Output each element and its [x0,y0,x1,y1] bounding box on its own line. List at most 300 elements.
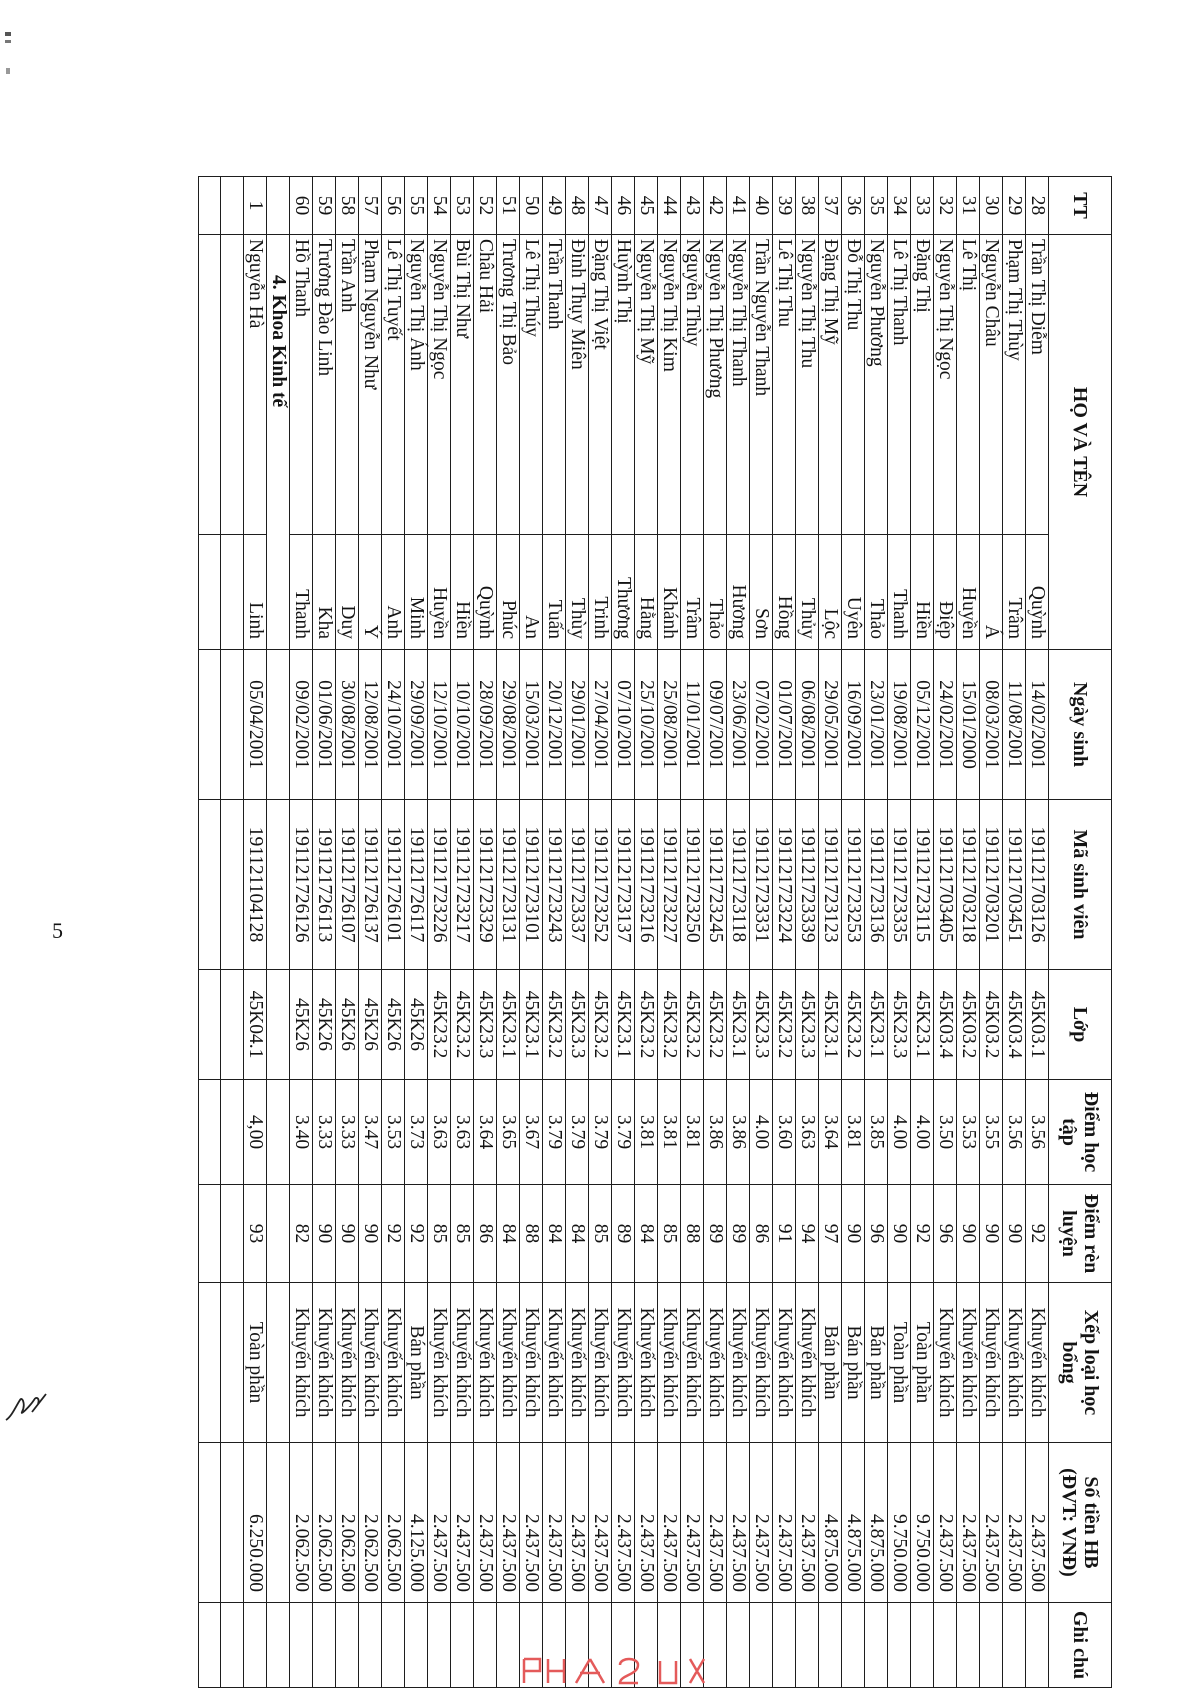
margin-binding-mark [4,30,14,80]
cell-empty [199,1603,222,1688]
cell-conduct: 85 [451,1185,474,1283]
cell-gpa: 3.33 [313,1080,336,1185]
cell-student-id: 191121723253 [842,800,865,970]
cell-amount: 4.875.000 [819,1443,842,1603]
cell-first-name: Hiền [911,535,934,650]
cell-tt [267,177,290,235]
cell-dob: 09/02/2001 [290,650,313,800]
cell-gpa: 3.81 [681,1080,704,1185]
cell-class: 45K03.2 [957,970,980,1080]
cell-class: 45K26 [313,970,336,1080]
cell-class: 45K23.3 [750,970,773,1080]
cell-rank: Khuyến khích [336,1283,359,1443]
cell-dob: 16/09/2001 [842,650,865,800]
cell-gpa: 3.55 [980,1080,1003,1185]
cell-class: 45K03.4 [934,970,957,1080]
cell-student-id: 191121723337 [566,800,589,970]
cell-empty [221,535,244,650]
cell-class: 45K26 [359,970,382,1080]
cell-empty [221,177,244,235]
table-row [911,177,934,1688]
cell-first-name: Quỳnh [1026,535,1049,650]
cell-dob: 11/08/2001 [1003,650,1026,800]
cell-student-id: 191121723217 [451,800,474,970]
cell-amount: 9.750.000 [911,1443,934,1603]
cell-rank: Khuyến khích [658,1283,681,1443]
cell-gpa: 3.86 [727,1080,750,1185]
cell-conduct: 90 [1003,1185,1026,1283]
cell-note [428,1603,451,1688]
cell-first-name: Thanh [290,535,313,650]
cell-last-name: Phạm Thị Thùy [1003,235,1026,535]
cell-empty [221,800,244,970]
cell-conduct: 90 [313,1185,336,1283]
cell-class: 45K26 [405,970,428,1080]
cell-last-name: Trương Đào Linh [313,235,336,535]
cell-class: 45K26 [382,970,405,1080]
cell-first-name: Thùy [566,535,589,650]
cell-tt: 37 [819,177,842,235]
cell-amount: 2.437.500 [589,1443,612,1603]
cell-dob: 29/08/2001 [497,650,520,800]
cell-note [980,1603,1003,1688]
cell-class: 45K23.2 [773,970,796,1080]
cell-last-name: Đỗ Thị Thu [842,235,865,535]
cell-tt: 49 [543,177,566,235]
cell-note [865,1603,888,1688]
table-body [199,177,1049,1688]
signature-mark [2,1386,50,1426]
cell-note [244,1603,267,1688]
cell-amount: 2.437.500 [497,1443,520,1603]
cell-gpa: 4.00 [750,1080,773,1185]
cell-dob: 14/02/2001 [1026,650,1049,800]
header-gpa: Điểm học tập [1049,1080,1112,1185]
table-row [313,177,336,1688]
cell-first-name: Sơn [750,535,773,650]
table-row [589,177,612,1688]
cell-first-name: Hằng [635,535,658,650]
header-class: Lớp [1049,970,1112,1080]
cell-class: 45K23.3 [566,970,589,1080]
cell-empty [221,650,244,800]
cell-student-id: 191121723331 [750,800,773,970]
cell-note [497,1603,520,1688]
cell-class: 45K03.1 [1026,970,1049,1080]
cell-conduct: 97 [819,1185,842,1283]
cell-conduct: 90 [336,1185,359,1283]
cell-last-name: Lê Thị Thúy [520,235,543,535]
table-row [1026,177,1049,1688]
cell-amount: 2.437.500 [681,1443,704,1603]
cell-tt: 35 [865,177,888,235]
cell-first-name: Minh [405,535,428,650]
cell-dob: 08/03/2001 [980,650,1003,800]
cell-class: 45K23.1 [520,970,543,1080]
blank-row [221,177,244,1688]
cell-amount: 2.437.500 [635,1443,658,1603]
cell-empty [199,1080,222,1185]
cell-gpa: 3.79 [566,1080,589,1185]
cell-tt: 47 [589,177,612,235]
cell-class: 45K23.1 [612,970,635,1080]
cell-first-name: Phúc [497,535,520,650]
table-row [842,177,865,1688]
cell-student-id: 191121723243 [543,800,566,970]
header-amount: Số tiền HB (ĐVT: VNĐ) [1049,1443,1112,1603]
cell-first-name: Anh [382,535,405,650]
cell-gpa: 3.40 [290,1080,313,1185]
cell-empty [221,1443,244,1603]
cell-dob: 24/10/2001 [382,650,405,800]
cell-student-id: 191121703126 [1026,800,1049,970]
cell-rank: Khuyến khích [796,1283,819,1443]
cell-last-name: Trần Nguyễn Thanh [750,235,773,535]
cell-conduct: 90 [980,1185,1003,1283]
cell-class: 45K23.3 [474,970,497,1080]
cell-gpa: 3.81 [842,1080,865,1185]
cell-gpa: 3.81 [635,1080,658,1185]
cell-last-name: Nguyễn Thị Ánh [405,235,428,535]
cell-dob: 24/02/2001 [934,650,957,800]
cell-gpa: 3.63 [796,1080,819,1185]
cell-rank: Khuyến khích [520,1283,543,1443]
cell-gpa: 3.79 [612,1080,635,1185]
cell-dob: 15/01/2000 [957,650,980,800]
cell-rank: Khuyến khích [773,1283,796,1443]
header-tt: TT [1049,177,1112,235]
cell-tt: 42 [704,177,727,235]
cell-tt: 36 [842,177,865,235]
cell-tt: 45 [635,177,658,235]
cell-class: 45K26 [336,970,359,1080]
cell-gpa: 3.79 [589,1080,612,1185]
cell-amount: 2.062.500 [359,1443,382,1603]
cell-dob: 23/06/2001 [727,650,750,800]
cell-note [290,1603,313,1688]
cell-note [957,1603,980,1688]
cell-student-id: 191121703201 [980,800,1003,970]
cell-class: 45K23.3 [796,970,819,1080]
cell-first-name: Ý [359,535,382,650]
cell-student-id: 191121703405 [934,800,957,970]
cell-last-name: Châu Hải [474,235,497,535]
cell-last-name: Nguyễn Châu [980,235,1003,535]
cell-tt: 40 [750,177,773,235]
rotated-table-container [62,176,1112,1680]
cell-amount: 2.437.500 [727,1443,750,1603]
cell-amount: 2.062.500 [336,1443,359,1603]
cell-dob: 29/09/2001 [405,650,428,800]
cell-last-name: Lê Thị Thanh [888,235,911,535]
cell-tt: 59 [313,177,336,235]
cell-class: 45K23.1 [819,970,842,1080]
cell-last-name: Trần Thanh [543,235,566,535]
cell-first-name: Hồng [773,535,796,650]
table-row [727,177,750,1688]
cell-empty [199,650,222,800]
cell-conduct: 88 [520,1185,543,1283]
cell-gpa: 4.00 [911,1080,934,1185]
cell-gpa: 3.53 [382,1080,405,1185]
cell-tt: 55 [405,177,428,235]
cell-last-name: Nguyễn Thị Thu [796,235,819,535]
header-dob: Ngày sinh [1049,650,1112,800]
cell-student-id: 191121703218 [957,800,980,970]
cell-conduct: 84 [543,1185,566,1283]
cell-dob: 29/05/2001 [819,650,842,800]
cell-amount: 2.437.500 [980,1443,1003,1603]
cell-last-name: Nguyễn Thị Mỹ [635,235,658,535]
cell-tt: 53 [451,177,474,235]
cell-last-name: Nguyễn Thị Thanh [727,235,750,535]
cell-empty [267,1443,290,1603]
cell-student-id: 191121723227 [658,800,681,970]
cell-tt: 58 [336,177,359,235]
cell-gpa: 3.56 [1003,1080,1026,1185]
scanned-sheet [62,176,1112,1680]
cell-student-id: 191121723329 [474,800,497,970]
cell-class: 45K23.2 [842,970,865,1080]
cell-student-id: 191121723224 [773,800,796,970]
header-note: Ghi chú [1049,1603,1112,1688]
cell-tt: 32 [934,177,957,235]
cell-dob: 30/08/2001 [336,650,359,800]
cell-empty [199,535,222,650]
cell-class: 45K26 [290,970,313,1080]
cell-last-name: Lê Thị [957,235,980,535]
cell-last-name: Bùi Thị Như [451,235,474,535]
cell-gpa: 3.86 [704,1080,727,1185]
cell-amount: 2.437.500 [1003,1443,1026,1603]
cell-note [796,1603,819,1688]
cell-dob: 01/06/2001 [313,650,336,800]
cell-rank: Khuyến khích [313,1283,336,1443]
table-row [980,177,1003,1688]
cell-tt: 29 [1003,177,1026,235]
cell-empty [221,970,244,1080]
cell-gpa: 3.64 [474,1080,497,1185]
cell-conduct: 84 [635,1185,658,1283]
cell-amount: 6.250.000 [244,1443,267,1603]
cell-student-id: 191121726126 [290,800,313,970]
table-row [1003,177,1026,1688]
cell-rank: Bán phần [405,1283,428,1443]
cell-empty [199,1283,222,1443]
cell-dob: 06/08/2001 [796,650,819,800]
cell-note [1026,1603,1049,1688]
cell-student-id: 191121726113 [313,800,336,970]
cell-note [727,1603,750,1688]
cell-empty [199,800,222,970]
cell-gpa: 3.56 [1026,1080,1049,1185]
cell-amount: 2.437.500 [474,1443,497,1603]
cell-gpa: 3.47 [359,1080,382,1185]
cell-dob: 27/04/2001 [589,650,612,800]
cell-note [911,1603,934,1688]
cell-last-name: Lê Thị Tuyết [382,235,405,535]
cell-tt: 31 [957,177,980,235]
cell-first-name: Thảo [704,535,727,650]
cell-note [819,1603,842,1688]
cell-tt: 56 [382,177,405,235]
cell-note [750,1603,773,1688]
cell-last-name: Nguyễn Thị Phương [704,235,727,535]
cell-first-name: Hiền [451,535,474,650]
cell-tt: 50 [520,177,543,235]
cell-amount: 2.437.500 [566,1443,589,1603]
cell-dob: 29/01/2001 [566,650,589,800]
cell-note [405,1603,428,1688]
cell-gpa: 3.53 [957,1080,980,1185]
cell-conduct: 89 [727,1185,750,1283]
table-row [497,177,520,1688]
table-row [934,177,957,1688]
cell-rank: Khuyến khích [1026,1283,1049,1443]
cell-dob: 05/04/2001 [244,650,267,800]
cell-amount: 2.062.500 [313,1443,336,1603]
cell-rank: Khuyến khích [1003,1283,1026,1443]
table-row [773,177,796,1688]
cell-amount: 2.437.500 [612,1443,635,1603]
table-row [290,177,313,1688]
cell-note [313,1603,336,1688]
cell-dob: 07/10/2001 [612,650,635,800]
cell-last-name: Hồ Thanh [290,235,313,535]
cell-first-name: Trâm [681,535,704,650]
cell-conduct: 90 [888,1185,911,1283]
cell-first-name: Thương [612,535,635,650]
cell-rank: Khuyến khích [727,1283,750,1443]
cell-tt: 44 [658,177,681,235]
cell-first-name: Quỳnh [474,535,497,650]
table-row [704,177,727,1688]
cell-student-id: 191121104128 [244,800,267,970]
cell-empty [221,1080,244,1185]
cell-empty [199,1443,222,1603]
cell-last-name: Nguyễn Phương [865,235,888,535]
cell-amount: 2.437.500 [704,1443,727,1603]
cell-first-name: An [520,535,543,650]
cell-conduct: 84 [566,1185,589,1283]
cell-conduct: 94 [796,1185,819,1283]
cell-first-name: Linh [244,535,267,650]
cell-tt: 33 [911,177,934,235]
cell-student-id: 191121726107 [336,800,359,970]
table-row [520,177,543,1688]
cell-rank: Bán phần [865,1283,888,1443]
header-row [1049,177,1112,1688]
cell-first-name: Thảo [865,535,888,650]
cell-empty [221,235,244,535]
cell-conduct: 92 [405,1185,428,1283]
cell-class: 45K23.1 [727,970,750,1080]
cell-conduct: 92 [1026,1185,1049,1283]
cell-amount: 4.125.000 [405,1443,428,1603]
cell-student-id: 191121723137 [612,800,635,970]
cell-rank: Toàn phần [888,1283,911,1443]
cell-gpa: 3.67 [520,1080,543,1185]
cell-first-name: Huyền [428,535,451,650]
cell-class: 45K03.4 [1003,970,1026,1080]
cell-last-name: Trần Thị Diễm [1026,235,1049,535]
cell-tt: 30 [980,177,1003,235]
cell-student-id: 191121723131 [497,800,520,970]
cell-rank: Khuyến khích [681,1283,704,1443]
cell-last-name: Đặng Thị Mỹ [819,235,842,535]
cell-note [934,1603,957,1688]
table-row [612,177,635,1688]
cell-first-name: Hương [727,535,750,650]
cell-rank: Bán phần [842,1283,865,1443]
cell-first-name: Điệp [934,535,957,650]
cell-amount: 2.062.500 [290,1443,313,1603]
scholarship-table [198,176,1112,1688]
cell-student-id: 191121703451 [1003,800,1026,970]
cell-class: 45K23.2 [451,970,474,1080]
cell-student-id: 191121723250 [681,800,704,970]
cell-tt: 52 [474,177,497,235]
cell-conduct: 88 [681,1185,704,1283]
cell-tt: 1 [244,177,267,235]
section-row [267,177,290,1688]
cell-rank: Toàn phần [244,1283,267,1443]
cell-class: 45K23.2 [635,970,658,1080]
cell-empty [221,1185,244,1283]
cell-dob: 20/12/2001 [543,650,566,800]
cell-rank: Khuyến khích [428,1283,451,1443]
cell-conduct: 89 [704,1185,727,1283]
cell-first-name: Trâm [1003,535,1026,650]
cell-tt: 60 [290,177,313,235]
cell-rank: Khuyến khích [474,1283,497,1443]
section-title: 4. Khoa Kinh tế [267,235,290,650]
table-row [566,177,589,1688]
cell-first-name: Khánh [658,535,681,650]
cell-tt: 28 [1026,177,1049,235]
cell-last-name: Phạm Nguyễn Như [359,235,382,535]
cell-last-name: Lê Thị Thu [773,235,796,535]
cell-conduct: 85 [589,1185,612,1283]
cell-gpa: 3.81 [658,1080,681,1185]
cell-last-name: Nguyễn Hà [244,235,267,535]
table-row [543,177,566,1688]
cell-conduct: 96 [934,1185,957,1283]
cell-conduct: 84 [497,1185,520,1283]
cell-last-name: Nguyễn Thị Kim [658,235,681,535]
cell-gpa: 3.65 [497,1080,520,1185]
cell-rank: Khuyến khích [957,1283,980,1443]
table-row [382,177,405,1688]
cell-rank: Khuyến khích [934,1283,957,1443]
cell-rank: Khuyến khích [359,1283,382,1443]
table-row [474,177,497,1688]
cell-tt: 41 [727,177,750,235]
cell-dob: 25/08/2001 [658,650,681,800]
cell-student-id: 191121726117 [405,800,428,970]
cell-rank: Khuyến khích [497,1283,520,1443]
cell-tt: 39 [773,177,796,235]
cell-first-name: Lộc [819,535,842,650]
cell-student-id: 191121723216 [635,800,658,970]
cell-tt: 48 [566,177,589,235]
cell-rank: Bán phần [819,1283,842,1443]
cell-empty [221,1603,244,1688]
cell-conduct: 90 [359,1185,382,1283]
cell-dob: 15/03/2001 [520,650,543,800]
cell-first-name: Tuấn [543,535,566,650]
cell-student-id: 191121723245 [704,800,727,970]
